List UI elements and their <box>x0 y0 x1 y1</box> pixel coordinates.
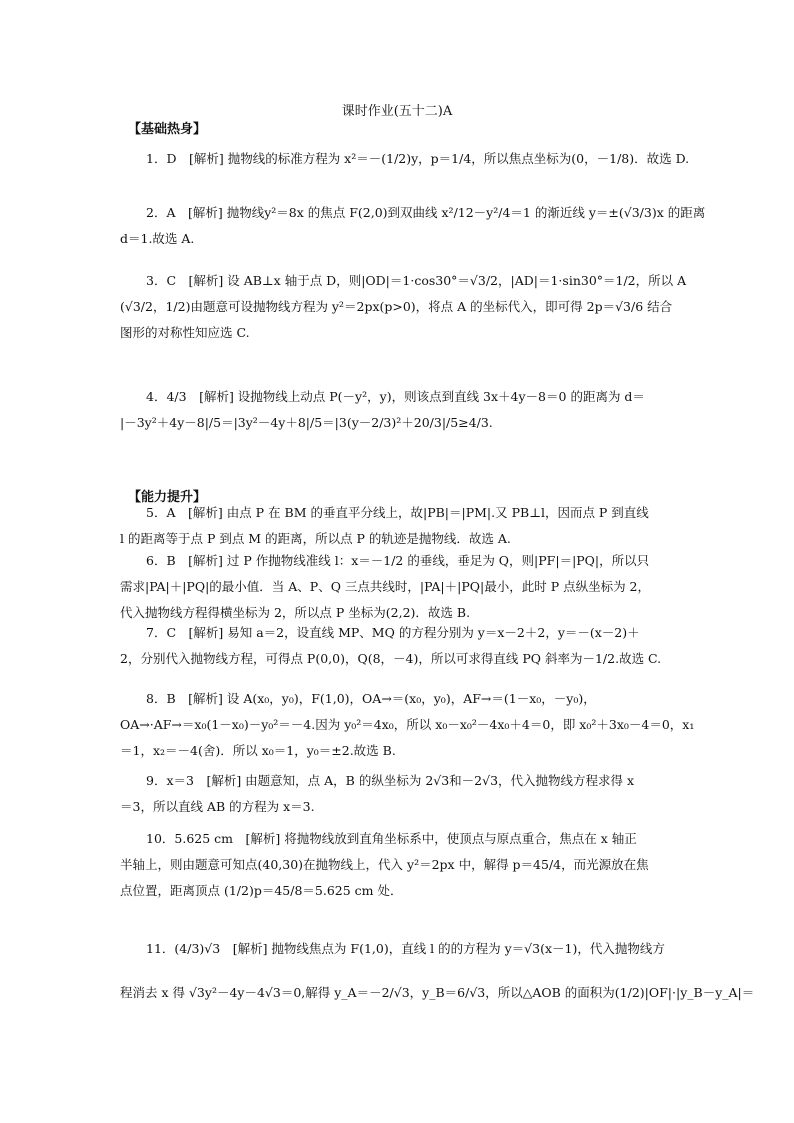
answer-line: 需求|PA|＋|PQ|的最小值．当 A、P、Q 三点共线时，|PA|＋|PQ|最小，此时 P 点纵坐标为 2， <box>120 579 651 594</box>
answer-line: d＝1.故选 A. <box>120 231 195 246</box>
answer-line: 9．x＝3 [解析] 由题意知，点 A，B 的纵坐标为 2√3和－2√3，代入抛物线方程求得 x <box>146 773 635 788</box>
answer-line: ＝1，x₂＝－4(舍)．所以 x₀＝1，y₀＝±2.故选 B. <box>120 743 396 758</box>
answer-line: |－3y²＋4y－8|/5＝|3y²－4y＋8|/5＝|3(y－2/3)²＋20/3|/5≥4/3. <box>120 415 493 430</box>
answer-line: 4．4/3 [解析] 设抛物线上动点 P(－y²，y)，则该点到直线 3x＋4y－8＝0 的距离为 d＝ <box>146 389 645 404</box>
answer-item-4 <box>120 384 680 436</box>
answer-line: 程消去 x 得 √3y²－4y－4√3＝0,解得 y_A＝－2/√3，y_B＝6/√3，所以△AOB 的面积为(1/2)|OF|·|y_B－y_A|＝ <box>120 985 755 1000</box>
section-heading-basic: 【基础热身】 <box>128 122 207 137</box>
answer-line: 7．C [解析] 易知 a＝2，设直线 MP、MQ 的方程分别为 y＝x－2＋2，y＝－(x－2)＋ <box>146 625 640 640</box>
answer-line: (√3/2，1/2)由题意可设抛物线方程为 y²＝2px(p>0)，将点 A 的坐标代入，即可得 2p＝√3/6 结合 <box>120 299 673 314</box>
answer-line: 10．5.625 cm [解析] 将抛物线放到直角坐标系中，使顶点与原点重合，焦点在 x 轴正 <box>146 831 637 846</box>
answer-item-10 <box>120 826 680 904</box>
section-heading-advanced: 【能力提升】 <box>128 490 207 505</box>
answer-line: 8．B [解析] 设 A(x₀，y₀)，F(1,0)，OA→＝(x₀，y₀)，AF→＝(1－x₀，－y₀)， <box>146 691 596 706</box>
answer-line: 半轴上，则由题意可知点(40,30)在抛物线上，代入 y²＝2px 中，解得 p＝45/4，而光源放在焦 <box>120 857 649 872</box>
answer-line: 图形的对称性知应选 C. <box>120 325 250 340</box>
answer-item-8 <box>120 686 695 764</box>
answer-line: 2，分别代入抛物线方程，可得点 P(0,0)，Q(8，－4)，所以可求得直线 PQ 斜率为－1/2.故选 C. <box>120 651 662 666</box>
answer-item-11 <box>120 936 755 1006</box>
answer-line: 代入抛物线方程得横坐标为 2，所以点 P 坐标为(2,2)．故选 B. <box>120 605 471 620</box>
answer-line: 6．B [解析] 过 P 作抛物线准线 l：x＝－1/2 的垂线，垂足为 Q，则|PF|＝|PQ|，所以只 <box>146 553 650 568</box>
answer-item-2 <box>120 200 706 252</box>
answer-line: l 的距离等于点 P 到点 M 的距离，所以点 P 的轨迹是抛物线．故选 A. <box>120 531 511 546</box>
answer-line: 点位置，距离顶点 (1/2)p＝45/8＝5.625 cm 处． <box>120 883 403 898</box>
answer-item-1 <box>120 146 690 172</box>
answer-item-7 <box>120 620 680 672</box>
answer-item-9 <box>120 768 680 820</box>
answer-line: ＝3，所以直线 AB 的方程为 x＝3. <box>120 799 315 814</box>
answer-line: 1．D [解析] 抛物线的标准方程为 x²＝－(1/2)y，p＝1/4，所以焦点坐标为(0，－1/8)．故选 D. <box>146 151 690 166</box>
answer-item-5 <box>120 500 680 552</box>
answer-line: 11．(4/3)√3 [解析] 抛物线焦点为 F(1,0)，直线 l 的的方程为 y＝√3(x－1)，代入抛物线方 <box>146 941 665 956</box>
answer-item-6 <box>120 548 680 626</box>
answer-line: OA→·AF→＝x₀(1－x₀)－y₀²＝－4.因为 y₀²＝4x₀，所以 x₀－x₀²－4x₀＋4＝0，即 x₀²＋3x₀－4＝0，x₁ <box>120 717 695 732</box>
answer-line: 5．A [解析] 由点 P 在 BM 的垂直平分线上，故|PB|＝|PM|.又 PB⊥l，因而点 P 到直线 <box>146 505 649 520</box>
answer-line: 3．C [解析] 设 AB⊥x 轴于点 D，则|OD|＝1·cos30°＝√3/2，|AD|＝1·sin30°＝1/2，所以 A <box>146 273 687 288</box>
page-title: 课时作业(五十二)A <box>341 104 453 119</box>
answer-line: 2．A [解析] 抛物线y²＝8x 的焦点 F(2,0)到双曲线 x²/12－y²/4＝1 的渐近线 y＝±(√3/3)x 的距离 <box>146 205 706 220</box>
answer-item-3 <box>120 268 687 346</box>
